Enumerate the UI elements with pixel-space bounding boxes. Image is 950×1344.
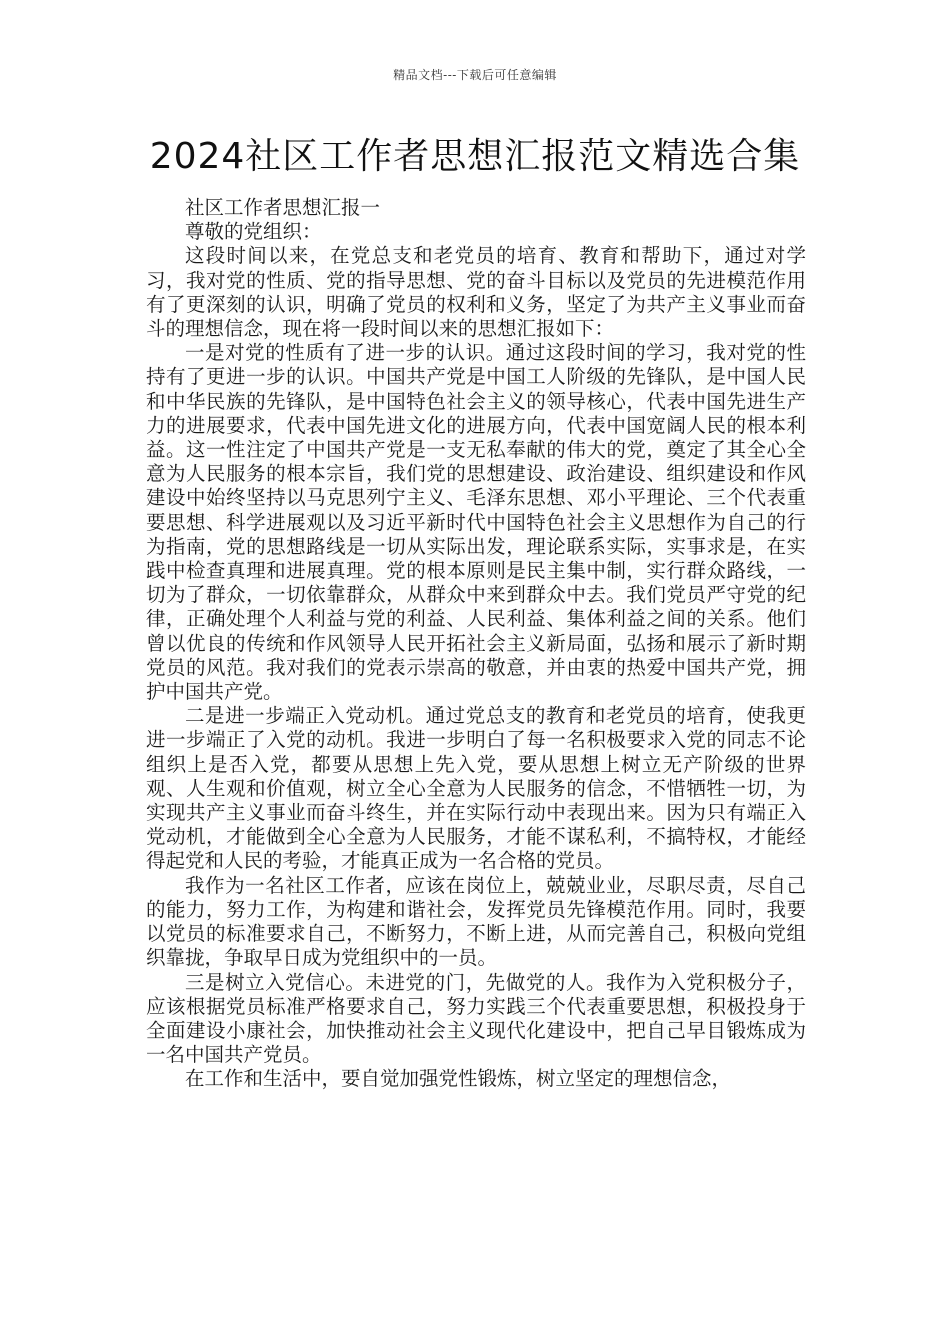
body-paragraph-5: 在工作和生活中，要自觉加强党性锻炼，树立坚定的理想信念， xyxy=(185,1067,732,1091)
body-paragraph-4: 三是树立入党信心。未进党的门，先做党的人。我作为入党积极分子，应该根据党员标准严格要求自己，努力实践三个代表重要思想，积极投身于全面建设小康社会，加快推动社会主义现代化建设中，把自己早目锻炼成为一名中国共产党员。 xyxy=(146,970,806,1067)
body-paragraph-intro: 这段时间以来，在党总支和老党员的培育、教育和帮助下，通过对学习，我对党的性质、党的指导思想、党的奋斗目标以及党员的先进模范作用有了更深刻的认识，明确了党员的权利和义务，坚定了为共产主义事业而奋斗的理想信念，现在将一段时间以来的思想汇报如下： xyxy=(146,244,806,341)
body-paragraph-1: 一是对党的性质有了进一步的认识。通过这段时间的学习，我对党的性持有了更进一步的认识。中国共产党是中国工人阶级的先锋队，是中国人民和中华民族的先锋队，是中国特色社会主义的领导核心，代表中国先进生产力的进展要求，代表中国先进文化的进展方向，代表中国宽阔人民的根本利益。这一性注定了中国共产党是一支无私奉献的伟大的党，奠定了其全心全意为人民服务的根本宗旨，我们党的思想建设、政治建设、组织建设和作风建设中始终坚持以马克思列宁主义、毛泽东思想、邓小平理论、三个代表重要思想、科学进展观以及习近平新时代中国特色社会主义思想作为自己的行为指南，党的思想路线是一切从实际出发，理论联系实际，实事求是，在实践中检查真理和进展真理。党的根本原则是民主集中制，实行群众路线，一切为了群众，一切依靠群众，从群众中来到群众中去。我们党员严守党的纪律，正确处理个人利益与党的利益、人民利益、集体利益之间的关系。他们曾以优良的传统和作风领导人民开拓社会主义新局面，弘扬和展示了新时期党员的风范。我对我们的党表示崇高的敬意，并由衷的热爱中国共产党，拥护中国共产党。 xyxy=(146,341,806,704)
header-note: 精品文档---下载后可任意编辑 xyxy=(393,68,557,82)
section-heading: 社区工作者思想汇报一 xyxy=(185,196,381,219)
body-paragraph-3: 我作为一名社区工作者，应该在岗位上，兢兢业业，尽职尽责，尽自己的能力，努力工作，为构建和谐社会，发挥党员先锋模范作用。同时，我要以党员的标准要求自己，不断努力，不断上进，从而完善自己，积极向党组织靠拢，争取早日成为党组织中的一员。 xyxy=(146,873,806,970)
document-title: 2024社区工作者思想汇报范文精选合集 xyxy=(149,136,801,177)
body-paragraph-2: 二是进一步端正入党动机。通过党总支的教育和老党员的培育，使我更进一步端正了入党的动机。我进一步明白了每一名积极要求入党的同志不论组织上是否入党，都要从思想上先入党，要从思想上树立无产阶级的世界观、人生观和价值观，树立全心全意为人民服务的信念，不惜牺牲一切，为实现共产主义事业而奋斗终生，并在实际行动中表现出来。因为只有端正入党动机，才能做到全心全意为人民服务，才能不谋私利，不搞特权，才能经得起党和人民的考验，才能真正成为一名合格的党员。 xyxy=(146,704,806,873)
salutation: 尊敬的党组织： xyxy=(185,220,322,244)
document-body xyxy=(146,196,806,1092)
